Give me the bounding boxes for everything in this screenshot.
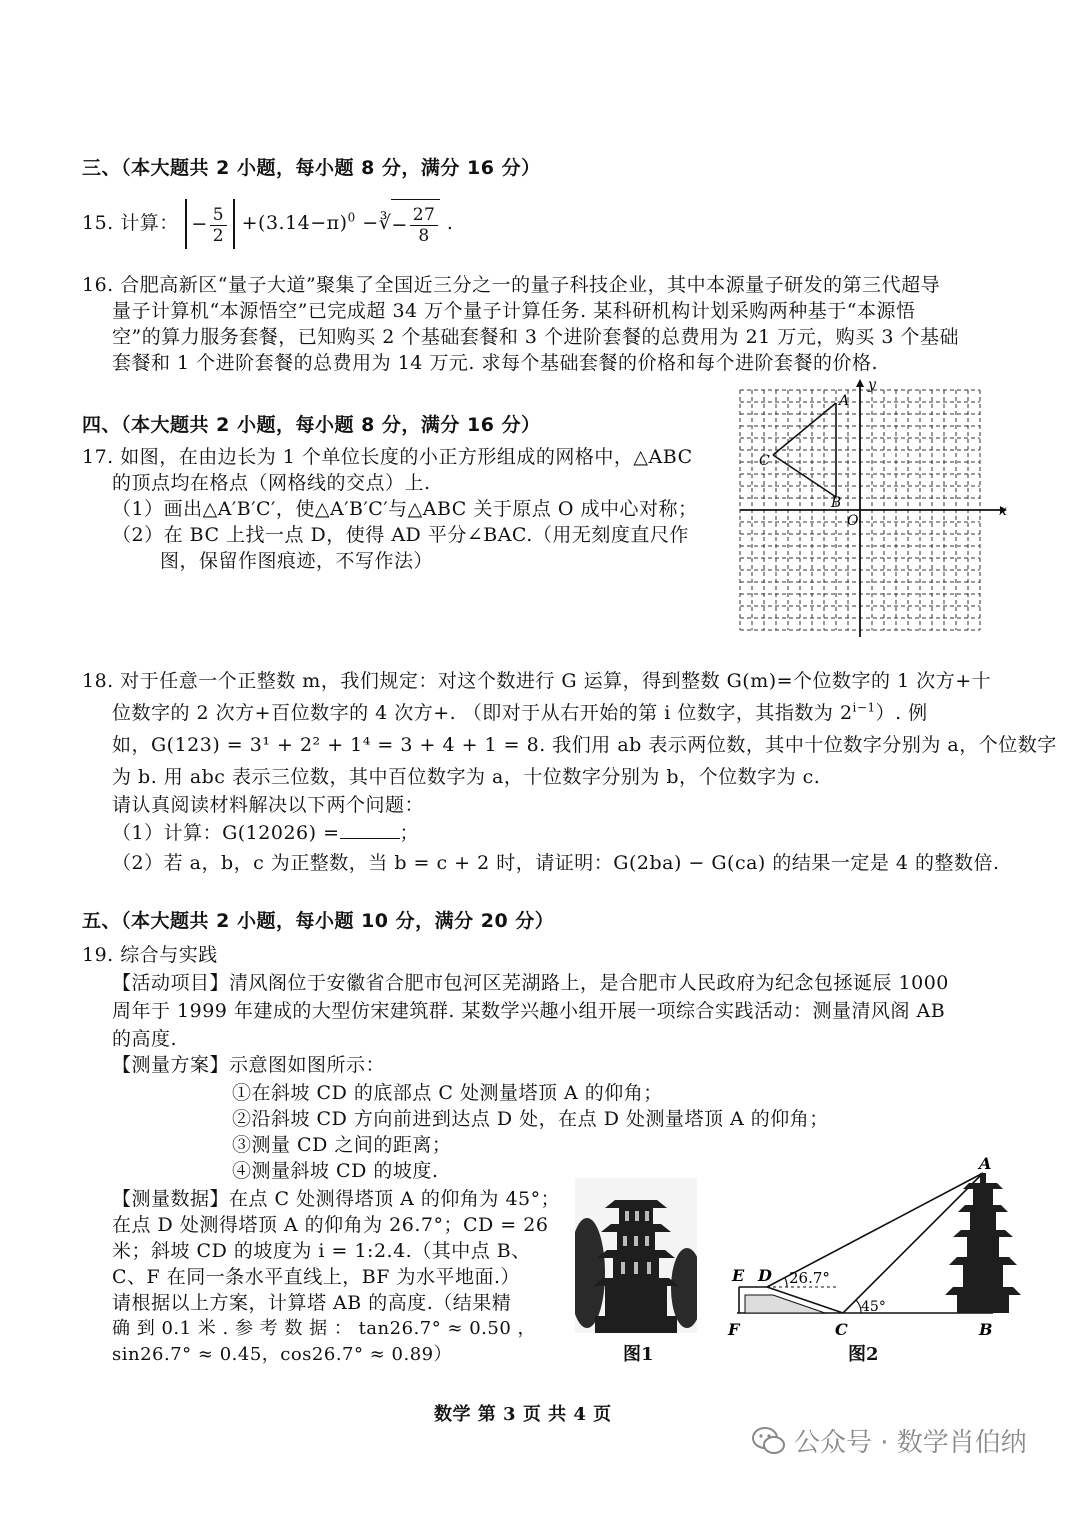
label-f-fig2: F: [728, 1320, 740, 1339]
q19-data-2: 在点 D 处测得塔顶 A 的仰角为 26.7°；CD = 26: [112, 1214, 549, 1236]
q15-frac2-num: 27: [410, 205, 439, 226]
wechat-icon: [752, 1426, 786, 1456]
label-o: O: [847, 513, 859, 529]
q19-data-6: 确 到 0.1 米 . 参 考 数 据 ： tan26.7° ≈ 0.50 ，: [112, 1318, 537, 1339]
q17-line-4: （2）在 BC 上找一点 D，使得 AD 平分∠BAC.（用无刻度直尺作: [112, 524, 689, 546]
q15-end: .: [446, 212, 454, 234]
figure-2-caption: 图2: [848, 1344, 879, 1365]
q16-line-1: 16. 合肥高新区“量子大道”聚集了全国近三分之一的量子科技企业，其中本源量子研发的第三代超导: [82, 274, 941, 296]
q16-line-2: 量子计算机“本源悟空”已完成超 34 万个量子计算任务. 某科研机构计划采购两种基于“本源悟: [112, 300, 916, 322]
figure-1-caption: 图1: [623, 1344, 654, 1365]
q17-line-2: 的顶点均在格点（网格线的交点）上.: [112, 472, 431, 494]
y-axis-arrow: [856, 379, 864, 387]
q19-para-2: 周年于 1999 年建成的大型仿宋建筑群. 某数学兴趣小组开展一项综合实践活动：测量清风阁 AB: [112, 1000, 946, 1022]
q19-data-1: 【测量数据】在点 C 处测得塔顶 A 的仰角为 45°；: [112, 1188, 561, 1210]
pagoda-silhouette: [945, 1173, 1021, 1313]
section-5-title: 五、（本大题共 2 小题，每小题 10 分，满分 20 分）: [82, 910, 555, 932]
angle-26-7: 26.7°: [789, 1269, 830, 1287]
q15-exp: 0: [347, 210, 356, 225]
section-4-title: 四、（本大题共 2 小题，每小题 8 分，满分 16 分）: [82, 414, 541, 436]
q19-para-1: 【活动项目】清风阁位于安徽省合肥市包河区芜湖路上，是合肥市人民政府为纪念包拯诞辰 1000: [112, 972, 949, 994]
label-d-fig2: D: [758, 1266, 772, 1285]
q18-line-2a: 位数字的 2 次方+百位数字的 4 次方+. （即对于从右开始的第 i 位数字，其指数为 2: [112, 702, 853, 724]
label-b: B: [831, 495, 842, 511]
side-cb: [773, 455, 836, 497]
q18-line-2b: ）. 例: [875, 702, 928, 724]
q15-frac1-den: 2: [212, 225, 225, 246]
q19-data-7: sin26.7° ≈ 0.45，cos26.7° ≈ 0.89）: [112, 1344, 453, 1365]
q15-root: −∛: [362, 212, 392, 234]
q15-text: 计算：: [120, 212, 179, 234]
q16-line-4: 套餐和 1 个进阶套餐的总费用为 14 万元. 求每个基础套餐的价格和每个进阶套餐的价格.: [112, 352, 879, 374]
watermark: [752, 1422, 1027, 1459]
q15-number: 15.: [82, 212, 114, 234]
q18-answer-blank[interactable]: [340, 820, 400, 839]
q18-line-3: 如，G(123) = 3¹ + 2² + 1⁴ = 3 + 4 + 1 = 8. 我们用 ab 表示两位数，其中十位数字分别为 a，个位数字: [112, 734, 1057, 756]
q18-line-1: 18. 对于任意一个正整数 m，我们规定：对这个数进行 G 运算，得到整数 G(m)=个位数字的 1 次方+十: [82, 670, 992, 692]
q15-frac1-num: 5: [210, 205, 227, 226]
q18-line-5: 请认真阅读材料解决以下两个问题：: [112, 794, 425, 816]
q19-data-3: 米；斜坡 CD 的坡度为 i = 1:2.4.（其中点 B、: [112, 1240, 531, 1262]
q19-step-2: ②沿斜坡 CD 方向前进到达点 D 处，在点 D 处测量塔顶 A 的仰角；: [232, 1108, 829, 1130]
q15-mid: +(3.14−π): [241, 212, 348, 234]
q18-exponent: i−1: [852, 700, 876, 715]
section-3-title: 三、（本大题共 2 小题，每小题 8 分，满分 16 分）: [82, 157, 541, 179]
page-footer: 数学 第 3 页 共 4 页: [434, 1404, 612, 1425]
label-c-fig2: C: [835, 1320, 848, 1339]
coordinate-grid-figure: [735, 375, 1010, 645]
label-a-fig2: A: [979, 1155, 992, 1173]
label-a: A: [839, 393, 850, 409]
angle-45: 45°: [861, 1299, 886, 1315]
q18-line-4: 为 b. 用 abc 表示三位数，其中百位数字为 a，十位数字分别为 b，个位数字为 c.: [112, 766, 821, 788]
watermark-text: 公众号 · 数学肖伯纳: [794, 1428, 1027, 1458]
q15-absolute: − $\frac{5}{2}$: [185, 199, 235, 249]
pagoda-photo: [575, 1178, 697, 1333]
side-ac: [773, 403, 836, 455]
q15-frac2-den: 8: [418, 226, 430, 246]
label-x: x: [999, 503, 1007, 519]
q18-part1: （1）计算：G(12026) =: [112, 822, 340, 844]
q18-line-6: [112, 820, 419, 846]
label-e-fig2: E: [732, 1266, 745, 1285]
q16-line-3: 空”的算力服务套餐，已知购买 2 个基础套餐和 3 个进阶套餐的总费用为 21 万元，购买 3 个基础: [112, 326, 959, 348]
label-b-fig2: B: [979, 1320, 993, 1339]
q19-title: 19. 综合与实践: [82, 944, 218, 966]
q18-line-2: [112, 700, 928, 726]
label-y: y: [868, 377, 876, 393]
q19-data-5: 请根据以上方案，计算塔 AB 的高度.（结果精: [112, 1292, 512, 1314]
q17-line-3: （1）画出△A′B′C′，使△A′B′C′与△ABC 关于原点 O 成中心对称；: [112, 498, 698, 520]
q19-data-4: C、F 在同一条水平直线上，BF 为水平地面.）: [112, 1266, 520, 1288]
q19-step-1: ①在斜坡 CD 的底部点 C 处测量塔顶 A 的仰角；: [232, 1082, 663, 1104]
q17-line-5: 图，保留作图痕迹，不写作法）: [160, 550, 434, 572]
q19-scheme-title: 【测量方案】示意图如图所示：: [112, 1054, 386, 1076]
q18-line-7: （2）若 a，b，c 为正整数，当 b = c + 2 时，请证明：G(2ba) − G(ca) 的结果一定是 4 的整数倍.: [112, 852, 1000, 874]
q19-step-3: ③测量 CD 之间的距离；: [232, 1134, 452, 1156]
q19-para-3: 的高度.: [112, 1028, 178, 1050]
label-c: C: [759, 453, 770, 469]
slope-diagram: [725, 1155, 1025, 1345]
q17-line-1: 17. 如图，在由边长为 1 个单位长度的小正方形组成的网格中，△ABC: [82, 446, 693, 468]
question-15: 15. 计算： − $\frac{5}{2}$ $+(3.14-\pi)^0$ −∛− $\frac{27}{8}$ .: [82, 198, 453, 248]
q19-step-4: ④测量斜坡 CD 的坡度.: [232, 1160, 439, 1182]
q18-part1-end: ；: [399, 822, 420, 844]
